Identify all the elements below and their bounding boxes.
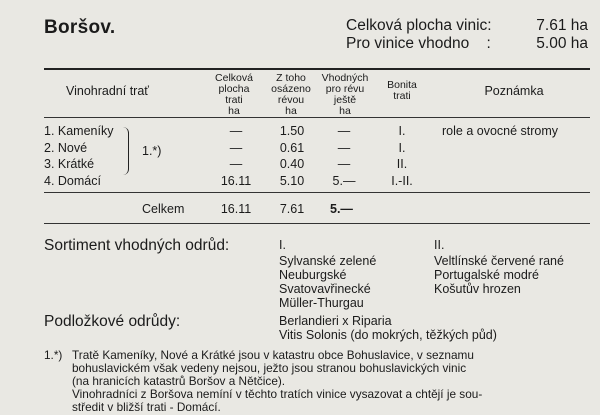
suitable-area-value: 5.00 ha [536, 35, 588, 52]
col-header-trat: Vinohradní trať [66, 84, 149, 98]
cell-osazeno: 0.40 [279, 157, 305, 171]
cell-osazeno: 0.61 [279, 141, 305, 155]
podlozkove-item: Vitis Solonis (do mokrých, těžkých půd) [279, 328, 497, 342]
total-osazeno: 7.61 [279, 202, 305, 216]
cell-vhodnych: — [337, 124, 351, 138]
sortiment-col1-item: Müller-Thurgau [279, 296, 364, 310]
cell-vhodnych: 5.— [332, 174, 356, 188]
cell-bonita: I. [398, 141, 406, 155]
table-top-rule [44, 68, 590, 70]
podlozkove-item: Berlandieri x Riparia [279, 314, 392, 328]
sortiment-col2-item: Veltlínské červené rané [434, 254, 564, 268]
sortiment-col1-item: Sylvanské zelené [279, 254, 377, 268]
cell-celkova: 16.11 [220, 174, 252, 188]
sortiment-col1-item: Svatovavřinecké [279, 282, 371, 296]
col-header-celkova: Celková plocha trati ha [215, 72, 253, 117]
total-area-value: 7.61 ha [536, 17, 588, 34]
cell-celkova: — [229, 157, 243, 171]
col-header-bonita: Bonita trati [387, 79, 417, 102]
row-group-note: 1.*) [142, 144, 162, 158]
sortiment-label: Sortiment vhodných odrůd: [44, 237, 230, 254]
col-header-vhodnych: Vhodných pro révu ještě ha [321, 72, 369, 117]
cell-bonita: I. [398, 124, 406, 138]
footnote-line: bohuslavickém však vedeny nejsou, ježto jsou stranou bohuslavických vinic [72, 361, 467, 375]
cell-osazeno: 1.50 [279, 124, 305, 138]
cell-poznamka: role a ovocné stromy [442, 124, 559, 138]
footnote-line: Tratě Kameníky, Nové a Krátké jsou v katastru obce Bohuslavice, v seznamu [72, 348, 474, 362]
total-area-label: Celková plocha vinic: [346, 17, 492, 34]
cell-osazeno: 5.10 [279, 174, 305, 188]
sortiment-col2-item: Košutův hrozen [434, 282, 521, 296]
suitable-area-label: Pro vinice vhodno : [346, 35, 491, 52]
footnote-line: (na hranicích katastrů Boršov a Nětčice). [72, 374, 286, 388]
col-header-osazeno: Z toho osázeno révou ha [271, 72, 311, 117]
row-name: 4. Domácí [44, 174, 101, 188]
cell-vhodnych: — [337, 141, 351, 155]
sortiment-col2-heading: II. [434, 238, 445, 252]
cell-celkova: — [229, 141, 243, 155]
row-name: 1. Kameníky [44, 124, 114, 138]
footnote-line: Vinohradníci z Boršova nemíní v těchto tratích vinice vysazovat a chtějí je sou- [72, 387, 483, 401]
table-total-rule [44, 192, 590, 193]
podlozkove-label: Podložkové odrůdy: [44, 313, 181, 330]
row-name: 2. Nové [44, 141, 88, 155]
sortiment-col1-heading: I. [279, 238, 286, 252]
sortiment-col1-item: Neuburgské [279, 268, 347, 282]
table-bottom-rule [44, 223, 590, 224]
page-title: Boršov. [44, 17, 116, 38]
total-vhodnych: 5.— [330, 202, 353, 216]
col-header-poznamka: Poznámka [484, 84, 544, 98]
footnote-line: středit v bližší trati - Domácí. [72, 400, 221, 414]
row-name: 3. Krátké [44, 157, 95, 171]
sortiment-col2-item: Portugalské modré [434, 268, 539, 282]
cell-bonita: I.-II. [391, 174, 413, 188]
cell-celkova: — [229, 124, 243, 138]
footnote-marker: 1.*) [44, 348, 63, 362]
total-label: Celkem [142, 202, 185, 216]
cell-vhodnych: — [337, 157, 351, 171]
table-header-rule [44, 117, 590, 118]
cell-bonita: II. [396, 157, 408, 171]
total-celkova: 16.11 [220, 202, 252, 216]
row-group-brace [122, 127, 129, 175]
